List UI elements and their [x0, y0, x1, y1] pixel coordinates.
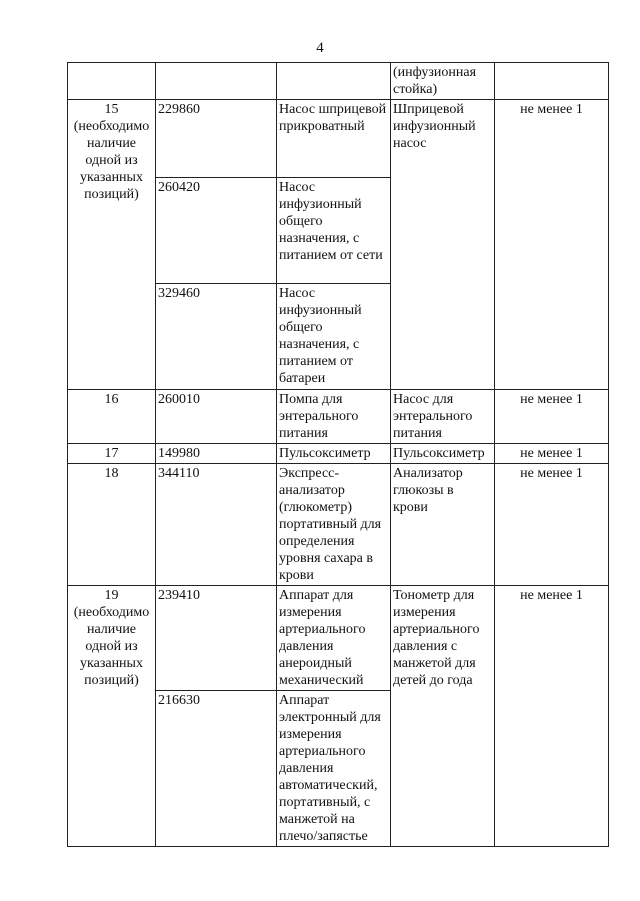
cell-name: Помпа для энтерального питания: [277, 390, 391, 444]
cell-code: [156, 63, 277, 100]
cell-code: 239410: [156, 586, 277, 691]
cell-code: 344110: [156, 464, 277, 586]
cell-number: 19 (необходимо наличие одной из указанных позиций): [68, 586, 156, 847]
cell-code: 149980: [156, 444, 277, 464]
cell-quantity: [495, 63, 609, 100]
table-row: [68, 586, 609, 691]
cell-device: Анализатор глюкозы в крови: [391, 464, 495, 586]
equipment-table: [67, 62, 609, 847]
cell-quantity: не менее 1: [495, 444, 609, 464]
page-number: 4: [316, 40, 324, 56]
cell-code: 229860: [156, 100, 277, 178]
table-row: [68, 444, 609, 464]
cell-quantity: не менее 1: [495, 586, 609, 847]
cell-number: [68, 63, 156, 100]
cell-number: 15 (необходимо наличие одной из указанных позиций): [68, 100, 156, 390]
cell-device: Пульсоксиметр: [391, 444, 495, 464]
cell-name: Пульсоксиметр: [277, 444, 391, 464]
table-row: [68, 100, 609, 178]
table-row: [68, 464, 609, 586]
cell-name: Насос инфузионный общего назначения, с питанием от сети: [277, 178, 391, 284]
table-row: [68, 390, 609, 444]
cell-code: 260010: [156, 390, 277, 444]
cell-name: Аппарат для измерения артериального давления анероидный механический: [277, 586, 391, 691]
cell-device: Насос для энтерального питания: [391, 390, 495, 444]
cell-number: 17: [68, 444, 156, 464]
cell-number: 18: [68, 464, 156, 586]
cell-device: Шприцевой инфузионный насос: [391, 100, 495, 390]
cell-quantity: не менее 1: [495, 390, 609, 444]
cell-quantity: не менее 1: [495, 464, 609, 586]
cell-name: Экспресс-анализатор (глюкометр) портативный для определения уровня сахара в крови: [277, 464, 391, 586]
table-row: [68, 63, 609, 100]
cell-code: 260420: [156, 178, 277, 284]
cell-quantity: не менее 1: [495, 100, 609, 390]
cell-name: Насос инфузионный общего назначения, с питанием от батареи: [277, 284, 391, 390]
cell-code: 216630: [156, 691, 277, 847]
cell-code: 329460: [156, 284, 277, 390]
cell-device: Тонометр для измерения артериального давления с манжетой для детей до года: [391, 586, 495, 847]
cell-name: Аппарат электронный для измерения артериального давления автоматический, портативный, с манжетой на плечо/запястье: [277, 691, 391, 847]
cell-device: (инфузионная стойка): [391, 63, 495, 100]
cell-name: Насос шприцевой прикроватный: [277, 100, 391, 178]
cell-name: [277, 63, 391, 100]
cell-number: 16: [68, 390, 156, 444]
